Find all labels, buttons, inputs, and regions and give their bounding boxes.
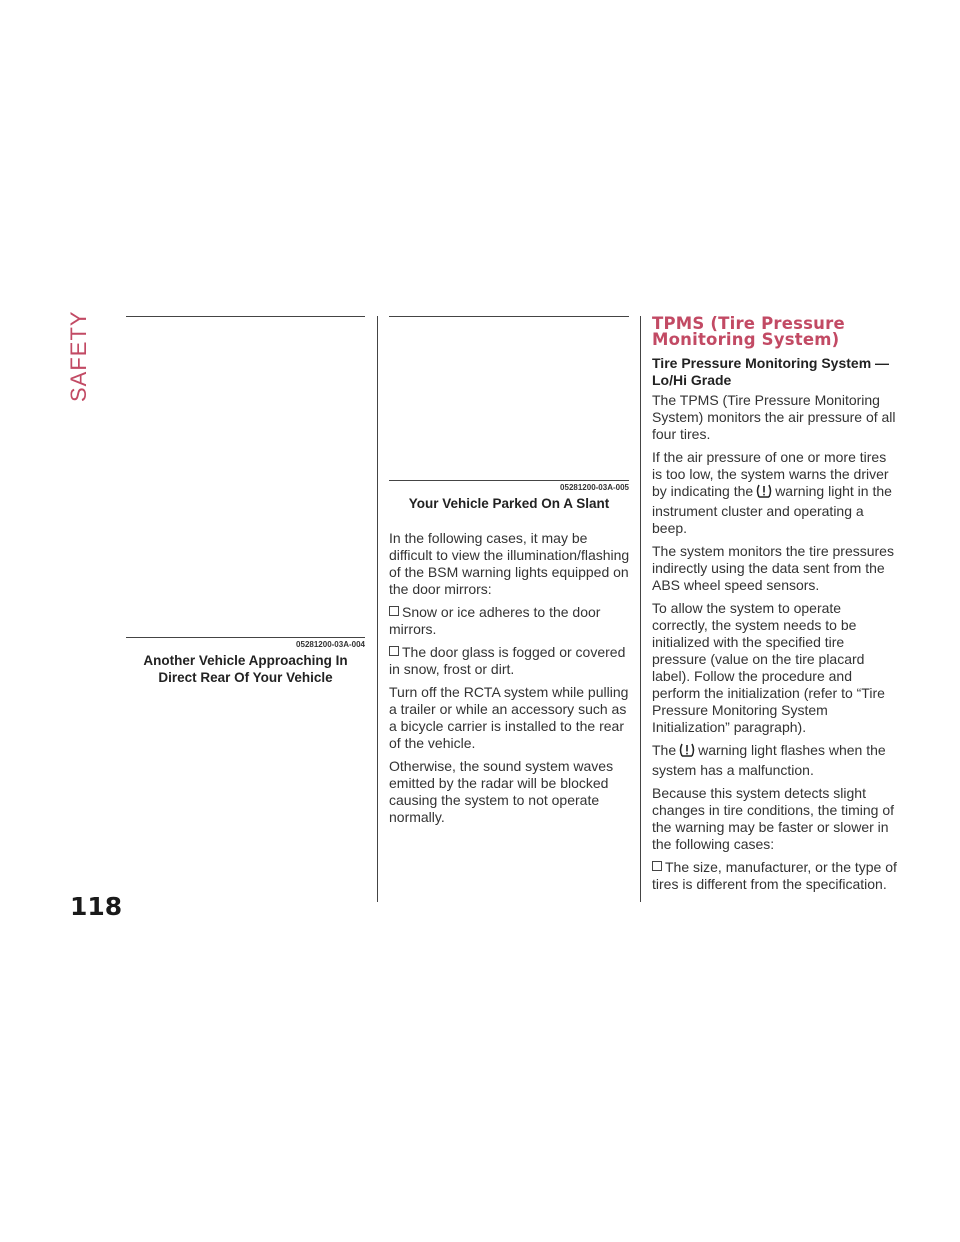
abs-sensor-paragraph: The system monitors the tire pressures indirectly using the data sent from the ABS wheel speed sensors. bbox=[652, 543, 894, 593]
tpms-intro-paragraph: The TPMS (Tire Pressure Monitoring System) monitors the air pressure of all four tires. bbox=[652, 392, 896, 442]
figure-caption-left-line1: Another Vehicle Approaching In bbox=[143, 653, 348, 668]
column-divider-right bbox=[640, 316, 641, 902]
checkbox-bullet-icon bbox=[389, 606, 399, 616]
figure-caption-left-line2: Direct Rear Of Your Vehicle bbox=[158, 670, 333, 685]
bsm-visibility-intro: In the following cases, it may be difficult to view the illumination/flashing of the BSM warning lights equipped on the door mirrors: bbox=[389, 530, 630, 597]
figure-code-mid: 05281200-03A-005 bbox=[560, 483, 629, 492]
section-heading: TPMS (Tire Pressure Monitoring System) bbox=[652, 314, 845, 349]
radar-blocked-paragraph: Otherwise, the sound system waves emitted by the radar will be blocked causing the system to not operate normally. bbox=[389, 758, 614, 825]
figure-image-left bbox=[126, 318, 365, 636]
tire-pressure-warning-icon bbox=[755, 483, 773, 503]
figure-caption-mid: Your Vehicle Parked On A Slant bbox=[408, 496, 610, 511]
figure-code-left: 05281200-03A-004 bbox=[296, 640, 365, 649]
figure-top-rule-left bbox=[126, 316, 365, 317]
tire-pressure-warning-icon bbox=[678, 742, 696, 762]
checkbox-bullet-icon bbox=[389, 646, 399, 656]
figure-image-mid bbox=[389, 318, 629, 478]
page-number: 118 bbox=[70, 892, 123, 921]
initialization-paragraph: To allow the system to operate correctly, the system needs to be initialized with the specified tire pressure (value on the tire placard label). Follow the procedure and perform the initialization (refer to “Tire Pressure Monitoring System Initialization” paragraph). bbox=[652, 600, 885, 735]
rcta-trailer-paragraph: Turn off the RCTA system while pulling a trailer or while an accessory such as a bicycle carrier is installed to the rear of the vehicle. bbox=[389, 684, 629, 751]
figure-bottom-rule-left bbox=[126, 637, 365, 638]
malfunction-paragraph: The warning light flashes when the system has a malfunction. bbox=[652, 742, 886, 778]
figure-bottom-rule-mid bbox=[389, 480, 629, 481]
checkbox-bullet-icon bbox=[652, 861, 662, 871]
right-column-body bbox=[652, 392, 898, 899]
low-pressure-paragraph: If the air pressure of one or more tires is too low, the system warns the driver by indicating the warning light in the instrument cluster and operating a beep. bbox=[652, 449, 892, 536]
bullet-item: The size, manufacturer, or the type of tires is different from the specification. bbox=[652, 859, 897, 892]
figure-caption-left bbox=[126, 652, 365, 686]
bullet-item: The door glass is fogged or covered in snow, frost or dirt. bbox=[389, 644, 626, 677]
mid-column-body bbox=[389, 530, 633, 832]
column-divider-left bbox=[377, 316, 378, 902]
subsection-heading: Tire Pressure Monitoring System — Lo/Hi Grade bbox=[652, 355, 890, 388]
bullet-item: Snow or ice adheres to the door mirrors. bbox=[389, 604, 601, 637]
timing-paragraph: Because this system detects slight changes in tire conditions, the timing of the warning may be faster or slower in the following cases: bbox=[652, 785, 895, 852]
figure-top-rule-mid bbox=[389, 316, 629, 317]
section-tab: SAFETY bbox=[66, 310, 91, 402]
